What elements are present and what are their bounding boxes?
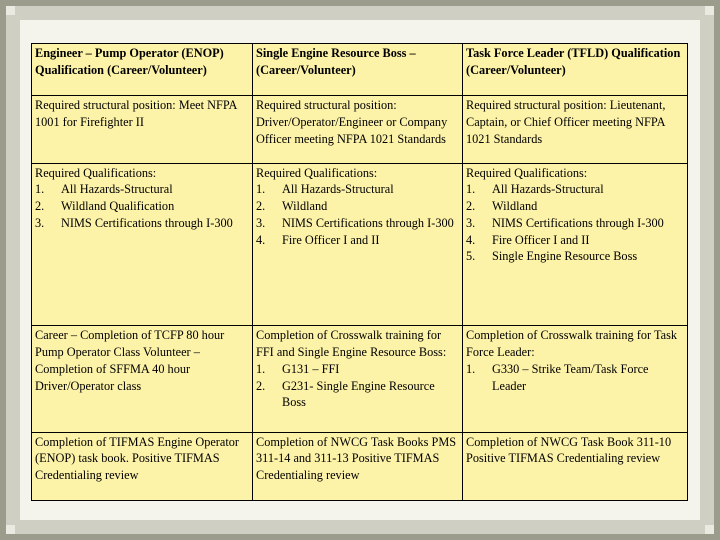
- list-item: [466, 181, 684, 198]
- list-item-number: 1.: [466, 182, 476, 197]
- list-item-text: G330 – Strike Team/Task Force Leader: [492, 361, 649, 393]
- qualifications-cell: [32, 163, 253, 326]
- list-item: [256, 181, 459, 198]
- frame-corner: [6, 525, 15, 534]
- training-cell: [463, 326, 688, 432]
- structural-single-engine-boss: Required structural position: Driver/Operator/Engineer or Company Officer meeting NFPA 1021 Standards: [253, 96, 463, 163]
- structural-enop: Required structural position: Meet NFPA 1001 for Firefighter II: [32, 96, 253, 163]
- list-item-number: 3.: [466, 215, 476, 230]
- numbered-list: [256, 361, 459, 411]
- list-item-text: NIMS Certifications through I-300: [492, 215, 664, 230]
- training-cell: [253, 326, 463, 432]
- list-item-number: 1.: [256, 182, 266, 197]
- list-item: [256, 198, 459, 215]
- list-item-number: 2.: [256, 378, 266, 393]
- qualifications-title: Required Qualifications:: [466, 165, 588, 180]
- list-item-number: 2.: [35, 199, 45, 214]
- table-row-completion: [32, 432, 688, 500]
- training-text: Completion of Crosswalk training for Task Force Leader:: [466, 328, 678, 359]
- list-item: [466, 361, 684, 395]
- qualifications-title: Required Qualifications:: [35, 165, 157, 180]
- header-task-force-leader: Task Force Leader (TFLD) Qualification (Career/Volunteer): [463, 44, 688, 96]
- list-item-text: NIMS Certifications through I-300: [61, 215, 233, 230]
- qualifications-title: Required Qualifications:: [256, 165, 378, 180]
- completion-single-engine-boss: Completion of NWCG Task Books PMS 311-14 and 311-13 Positive TIFMAS Credentialing review: [253, 432, 463, 500]
- list-item: [35, 198, 249, 215]
- list-item-text: All Hazards-Structural: [61, 182, 173, 197]
- list-item-text: Fire Officer I and II: [282, 232, 380, 247]
- list-item: [466, 248, 684, 265]
- frame-corner: [705, 6, 714, 15]
- list-item-number: 4.: [256, 232, 266, 247]
- training-cell: [32, 326, 253, 432]
- list-item-number: 3.: [35, 215, 45, 230]
- list-item: [35, 215, 249, 232]
- list-item-text: Wildland Qualification: [61, 199, 175, 214]
- list-item-number: 1.: [35, 182, 45, 197]
- list-item-number: 3.: [256, 215, 266, 230]
- list-item-number: 2.: [256, 199, 266, 214]
- table-row-structural: [32, 96, 688, 163]
- list-item: [466, 232, 684, 249]
- list-item: [256, 232, 459, 249]
- training-text: Completion of Crosswalk training for FFI and Single Engine Resource Boss:: [256, 328, 447, 359]
- training-text: Career – Completion of TCFP 80 hour Pump Operator Class Volunteer – Completion of SFFMA 40 hour Driver/Operator class: [35, 328, 225, 393]
- list-item: [466, 215, 684, 232]
- numbered-list: [466, 181, 684, 265]
- list-item-text: G231- Single Engine Resource Boss: [282, 378, 435, 410]
- list-item-text: Single Engine Resource Boss: [492, 249, 638, 264]
- list-item-text: Fire Officer I and II: [492, 232, 590, 247]
- table-row-qualifications: [32, 163, 688, 326]
- list-item: [466, 198, 684, 215]
- header-enop: Engineer – Pump Operator (ENOP) Qualification (Career/Volunteer): [32, 44, 253, 96]
- frame-corner: [6, 6, 15, 15]
- numbered-list: [256, 181, 459, 248]
- frame-corner: [705, 525, 714, 534]
- structural-task-force-leader: Required structural position: Lieutenant, Captain, or Chief Officer meeting NFPA 1021 Standards: [463, 96, 688, 163]
- list-item-text: G131 – FFI: [282, 361, 340, 376]
- list-item-number: 1.: [256, 361, 266, 376]
- list-item-number: 2.: [466, 199, 476, 214]
- list-item-number: 1.: [466, 361, 476, 376]
- table-row-headers: [32, 44, 688, 96]
- list-item-text: Wildland: [282, 199, 328, 214]
- table-row-training: [32, 326, 688, 432]
- header-single-engine-boss: Single Engine Resource Boss – (Career/Volunteer): [253, 44, 463, 96]
- numbered-list: [466, 361, 684, 395]
- list-item-text: NIMS Certifications through I-300: [282, 215, 454, 230]
- list-item-number: 4.: [466, 232, 476, 247]
- list-item: [256, 215, 459, 232]
- completion-task-force-leader: Completion of NWCG Task Book 311-10 Positive TIFMAS Credentialing review: [463, 432, 688, 500]
- qualification-table: [31, 43, 688, 501]
- list-item: [256, 378, 459, 412]
- list-item-text: Wildland: [492, 199, 538, 214]
- completion-enop: Completion of TIFMAS Engine Operator (ENOP) task book. Positive TIFMAS Credentialing review: [32, 432, 253, 500]
- qualifications-cell: [463, 163, 688, 326]
- list-item: [35, 181, 249, 198]
- list-item-number: 5.: [466, 249, 476, 264]
- list-item: [256, 361, 459, 378]
- list-item-text: All Hazards-Structural: [492, 182, 604, 197]
- qualifications-cell: [253, 163, 463, 326]
- numbered-list: [35, 181, 249, 231]
- list-item-text: All Hazards-Structural: [282, 182, 394, 197]
